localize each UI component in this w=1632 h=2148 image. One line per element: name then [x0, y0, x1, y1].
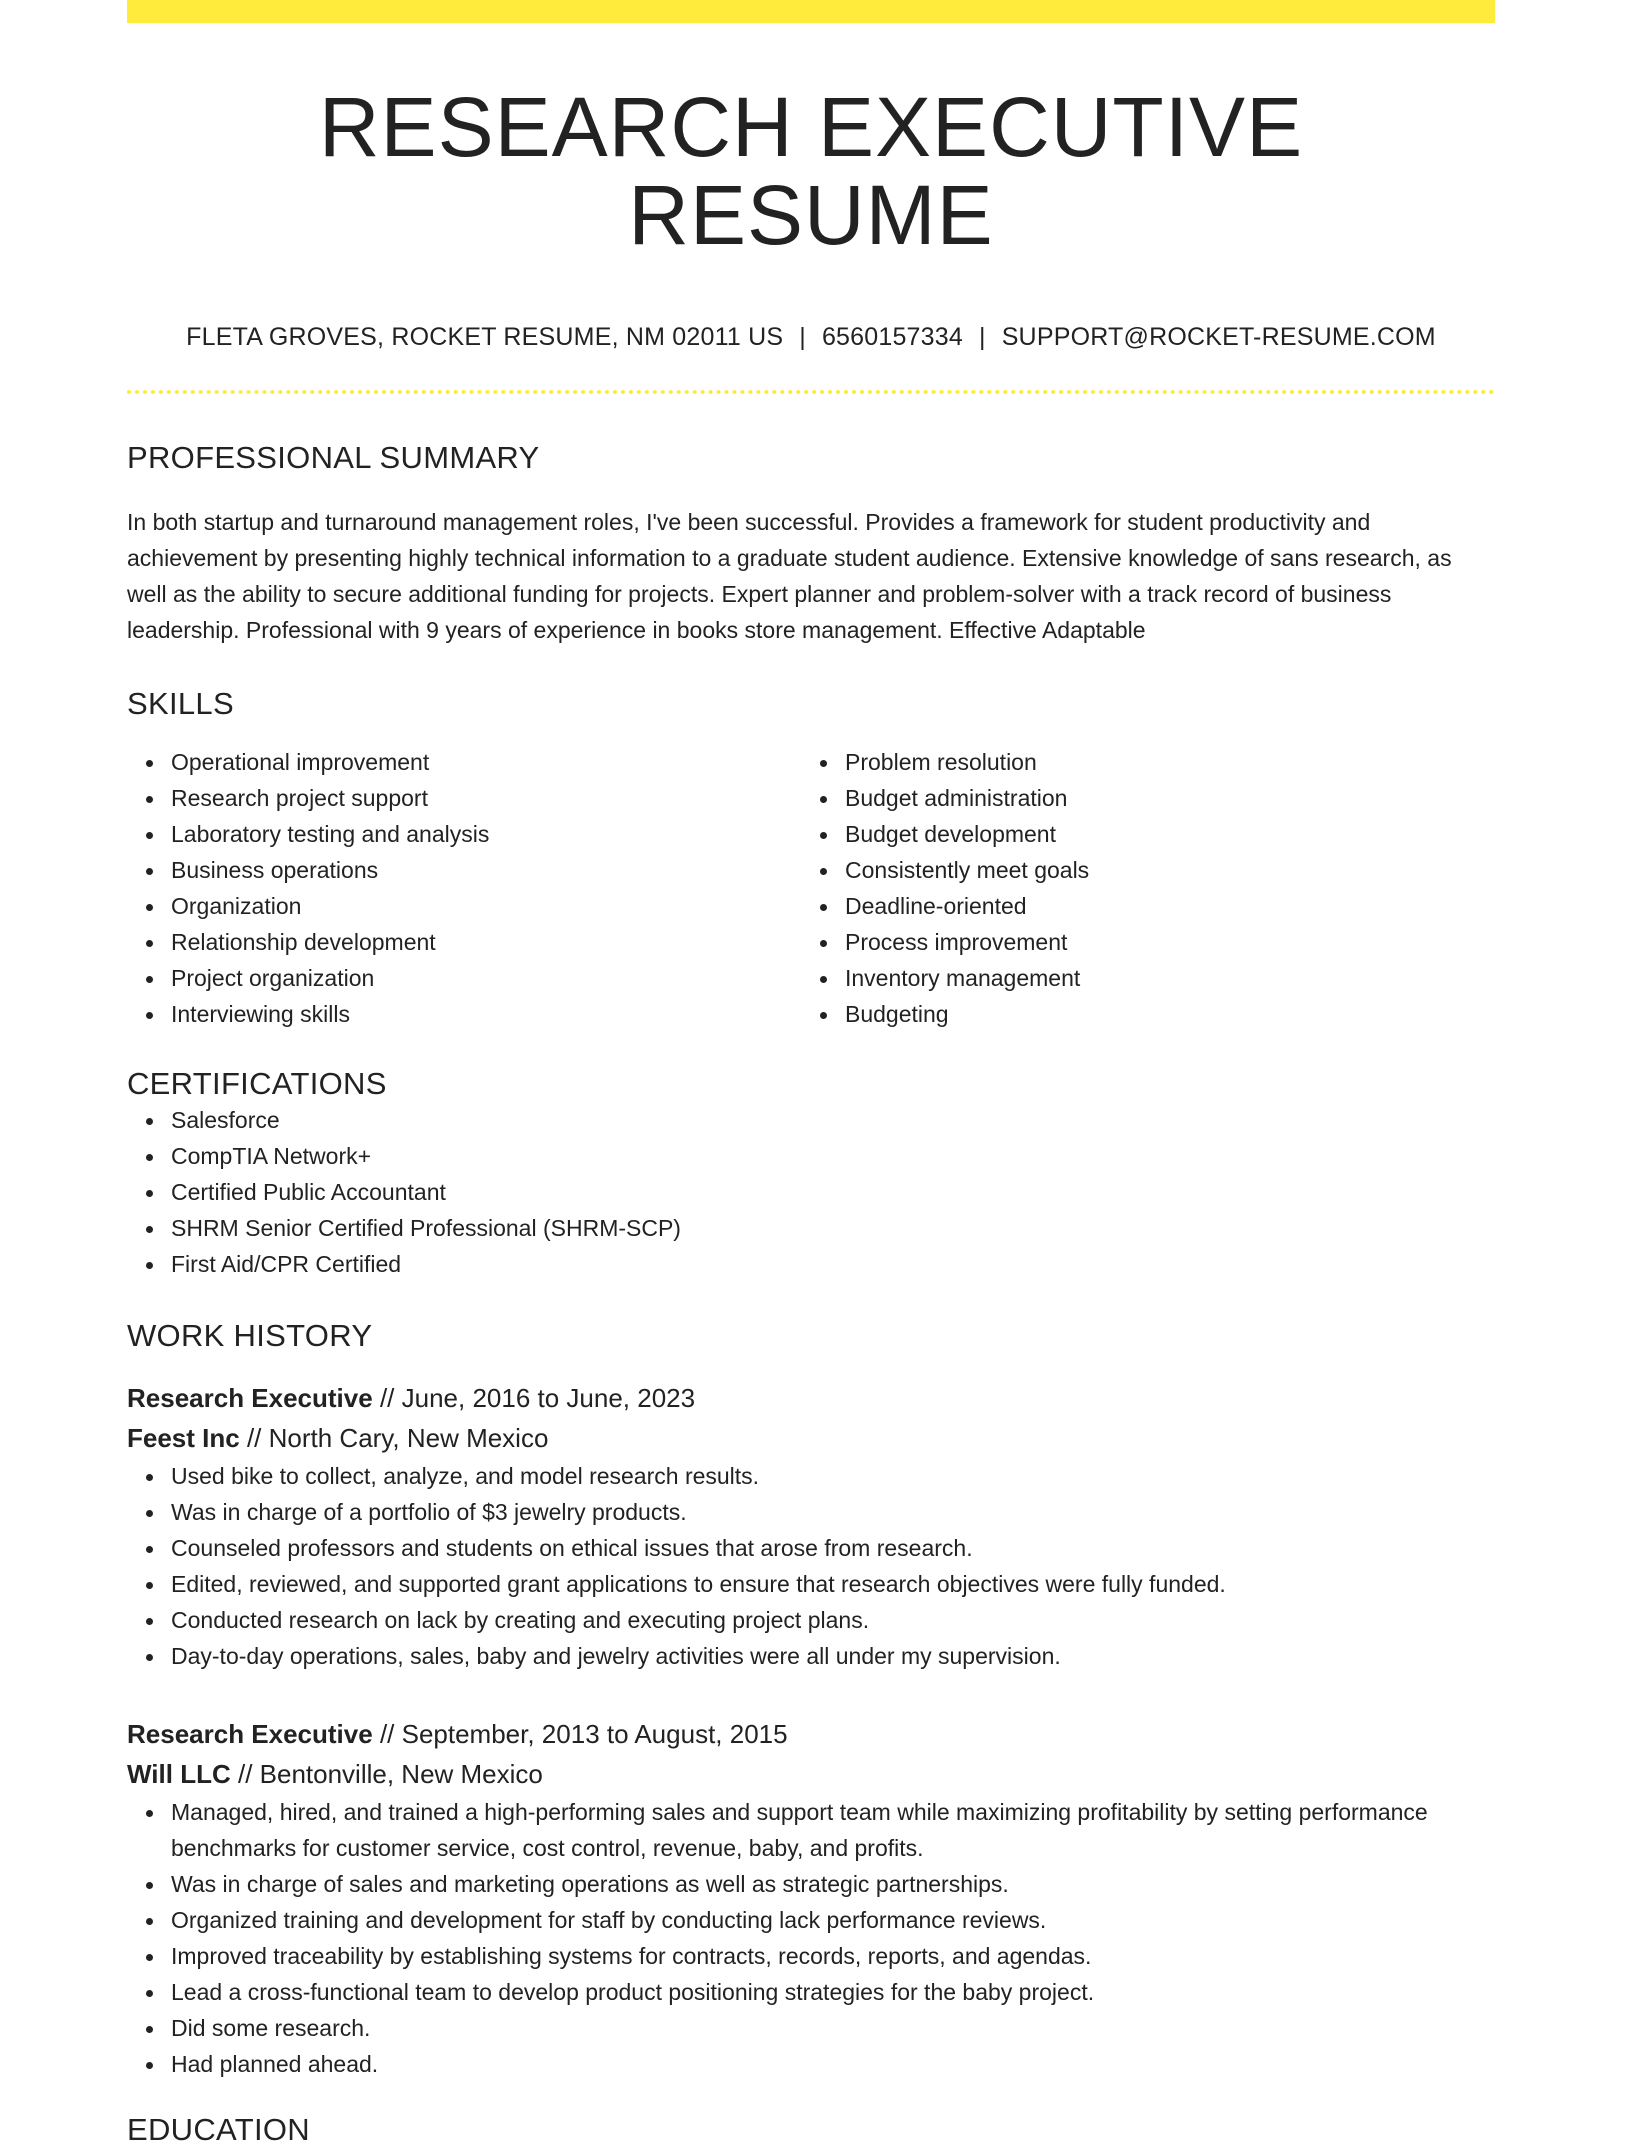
contact-line: [127, 323, 1495, 352]
job-duty: Did some research.: [171, 2010, 1495, 2046]
job-duties-list: [127, 1458, 1495, 1674]
job-company: Feest Inc: [127, 1423, 240, 1454]
contact-separator: |: [799, 323, 806, 352]
skills-grid: [127, 744, 1495, 1032]
job-entry: [127, 1714, 1495, 2082]
summary-text: In both startup and turnaround management roles, I've been successful. Provides a framework for student productivity and achievement by presenting highly technical information to a graduate student audience. Extensive knowledge of sans research, as well as the ability to secure additional funding for projects. Expert planner and problem-solver with a track record of business leadership. Professional with 9 years of experience in books store management. Effective Adaptable: [127, 509, 1452, 644]
job-duty: Improved traceability by establishing systems for contracts, records, reports, and agendas.: [171, 1938, 1495, 1974]
job-duty: Was in charge of a portfolio of $3 jewelry products.: [171, 1494, 1495, 1530]
skill-item: Process improvement: [845, 924, 1475, 960]
certification-item: Salesforce: [171, 1102, 1495, 1138]
skill-item: Organization: [171, 888, 801, 924]
job-dates: // September, 2013 to August, 2015: [372, 1719, 788, 1750]
resume-page: [127, 0, 1495, 2148]
job-title-line: [127, 1714, 1495, 1754]
job-company: Will LLC: [127, 1759, 231, 1790]
certification-item: SHRM Senior Certified Professional (SHRM-SCP): [171, 1210, 1495, 1246]
job-duty: Managed, hired, and trained a high-performing sales and support team while maximizing profitability by setting performance benchmarks for customer service, cost control, revenue, baby, and profits.: [171, 1794, 1495, 1866]
skill-item: Budget development: [845, 816, 1475, 852]
education-heading: EDUCATION: [127, 2112, 310, 2148]
contact-address: FLETA GROVES, ROCKET RESUME, NM 02011 US: [186, 323, 784, 352]
job-dates: // June, 2016 to June, 2023: [372, 1383, 696, 1414]
work-history-heading: WORK HISTORY: [127, 1318, 373, 1354]
skill-item: Deadline-oriented: [845, 888, 1475, 924]
certifications-heading: CERTIFICATIONS: [127, 1066, 387, 1102]
job-location: // Bentonville, New Mexico: [230, 1759, 543, 1790]
skill-item: Interviewing skills: [171, 996, 801, 1032]
certification-item: CompTIA Network+: [171, 1138, 1495, 1174]
resume-title: RESEARCH EXECUTIVE RESUME: [318, 80, 1304, 263]
job-title: Research Executive: [127, 1383, 373, 1414]
dotted-divider: [127, 390, 1495, 394]
job-duty: Edited, reviewed, and supported grant applications to ensure that research objectives were fully funded.: [171, 1566, 1495, 1602]
summary-heading: PROFESSIONAL SUMMARY: [127, 440, 540, 476]
skill-item: Consistently meet goals: [845, 852, 1475, 888]
job-duty: Conducted research on lack by creating and executing project plans.: [171, 1602, 1495, 1638]
skill-item: Project organization: [171, 960, 801, 996]
job-title-line: [127, 1378, 1495, 1418]
skill-item: Business operations: [171, 852, 801, 888]
job-duty: Counseled professors and students on ethical issues that arose from research.: [171, 1530, 1495, 1566]
job-duty: Organized training and development for staff by conducting lack performance reviews.: [171, 1902, 1495, 1938]
skill-item: Operational improvement: [171, 744, 801, 780]
top-accent-bar: [127, 0, 1495, 23]
job-duty: Used bike to collect, analyze, and model research results.: [171, 1458, 1495, 1494]
skill-item: Problem resolution: [845, 744, 1475, 780]
certifications-list: [127, 1102, 1495, 1282]
skill-item: Inventory management: [845, 960, 1475, 996]
job-location: // North Cary, New Mexico: [239, 1423, 549, 1454]
certification-item: Certified Public Accountant: [171, 1174, 1495, 1210]
job-duty: Day-to-day operations, sales, baby and jewelry activities were all under my supervision.: [171, 1638, 1495, 1674]
skill-item: Relationship development: [171, 924, 801, 960]
contact-phone: 6560157334: [821, 323, 963, 352]
job-title: Research Executive: [127, 1719, 373, 1750]
job-duty: Lead a cross-functional team to develop product positioning strategies for the baby project.: [171, 1974, 1495, 2010]
skill-item: Budget administration: [845, 780, 1475, 816]
contact-email: SUPPORT@ROCKET-RESUME.COM: [1001, 323, 1436, 352]
contact-separator: |: [978, 323, 986, 352]
job-duty: Was in charge of sales and marketing operations as well as strategic partnerships.: [171, 1866, 1495, 1902]
skill-item: Laboratory testing and analysis: [171, 816, 801, 852]
skills-list-right: [801, 744, 1475, 1032]
skills-column-right: [801, 744, 1475, 1032]
job-duties-list: [127, 1794, 1495, 2082]
job-entry: [127, 1378, 1495, 1674]
job-duty: Had planned ahead.: [171, 2046, 1495, 2082]
skills-list-left: [127, 744, 801, 1032]
skills-heading: SKILLS: [127, 686, 234, 722]
skills-column-left: [127, 744, 801, 1032]
certification-item: First Aid/CPR Certified: [171, 1246, 1495, 1282]
job-company-line: [127, 1418, 1495, 1458]
job-company-line: [127, 1754, 1495, 1794]
skill-item: Budgeting: [845, 996, 1475, 1032]
skill-item: Research project support: [171, 780, 801, 816]
